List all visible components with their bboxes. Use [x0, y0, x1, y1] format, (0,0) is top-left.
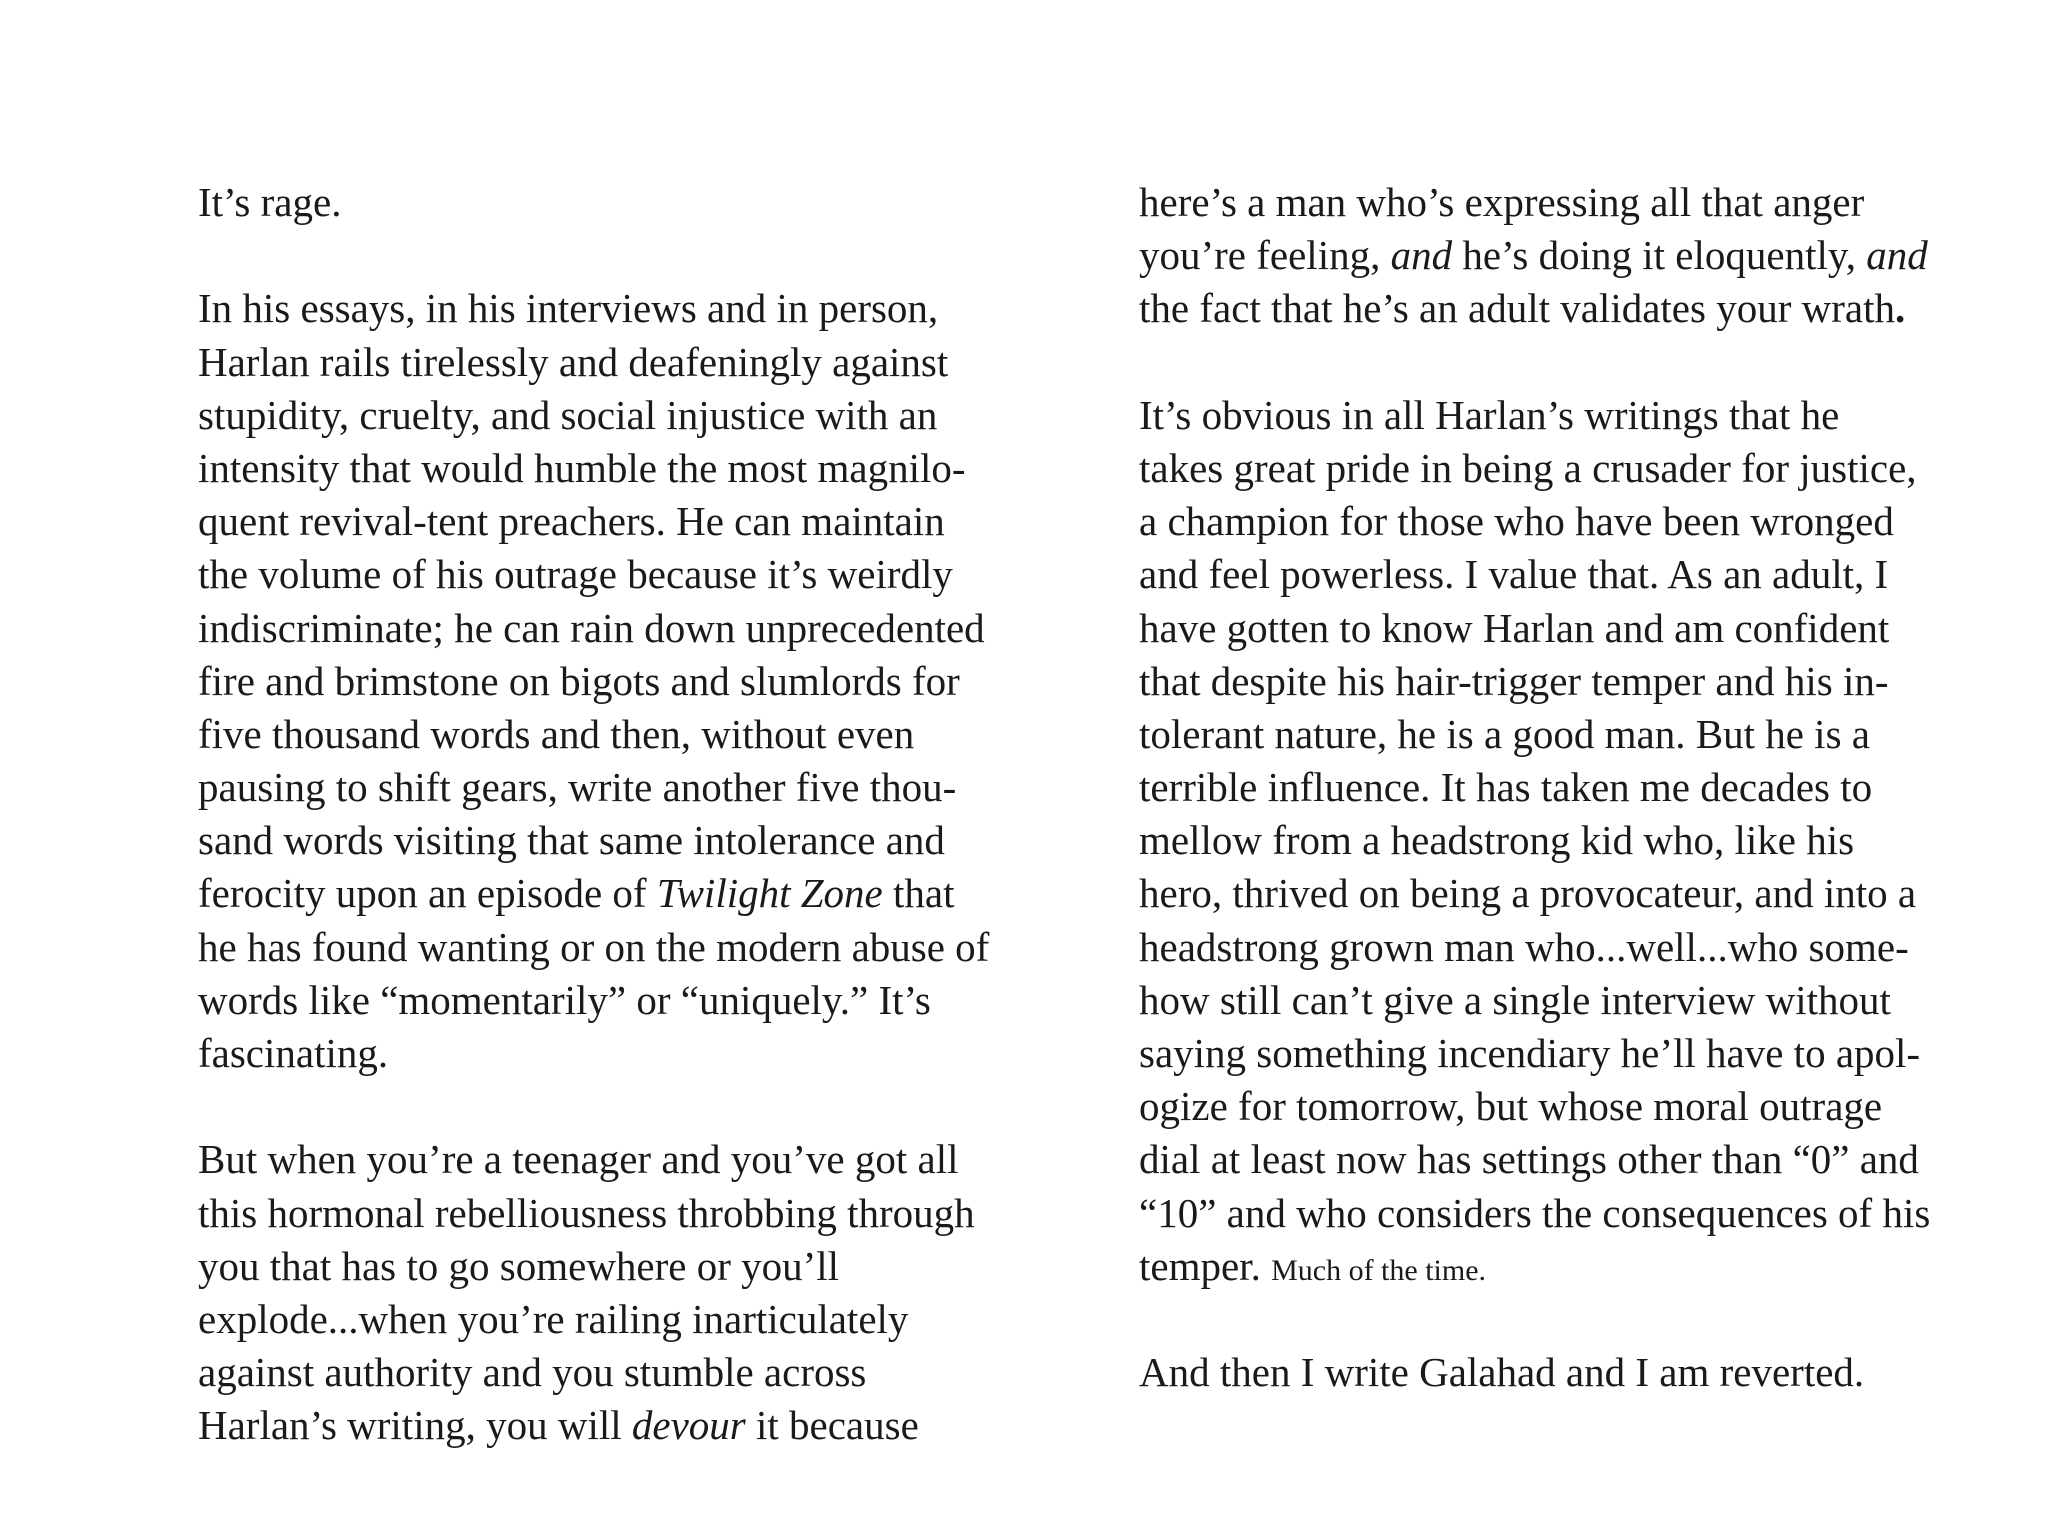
- text-line: takes great pride in being a crusader for justice,: [1139, 444, 1917, 491]
- italic-title: Twilight Zone: [656, 870, 883, 917]
- text-line: words like “momentarily” or “uniquely.” It’s: [198, 976, 931, 1023]
- text-line: five thousand words and then, without even: [198, 710, 915, 757]
- text-line: hero, thrived on being a provocateur, and into a: [1139, 870, 1917, 917]
- text-line: headstrong grown man who...well...who some-: [1139, 923, 1909, 970]
- text-run: ferocity upon an episode of: [198, 870, 657, 917]
- text-line: explode...when you’re railing inarticulately: [198, 1295, 909, 1342]
- text-line: Harlan rails tirelessly and deafeningly against: [198, 338, 949, 385]
- text-line: terrible influence. It has taken me decades to: [1139, 764, 1873, 811]
- text-line: But when you’re a teenager and you’ve got all: [198, 1136, 959, 1183]
- text-line: mellow from a headstrong kid who, like his: [1139, 817, 1855, 864]
- paragraph-gap: [1139, 1293, 2019, 1346]
- italic-emphasis: devour: [631, 1402, 746, 1449]
- text-line: a champion for those who have been wronged: [1139, 498, 1894, 545]
- text-line: you that has to go somewhere or you’ll: [198, 1242, 840, 1289]
- text-line: [198, 867, 1078, 920]
- text-line: intensity that would humble the most magnilo-: [198, 444, 966, 491]
- text-line: “10” and who considers the consequences of his: [1139, 1189, 1931, 1236]
- text-line: And then I write Galahad and I am reverted.: [1139, 1349, 1865, 1396]
- text-line: that despite his hair-trigger temper and his in-: [1139, 657, 1889, 704]
- text-run: Harlan’s writing, you will: [198, 1402, 632, 1449]
- italic-emphasis: and: [1390, 232, 1453, 279]
- bold-period: .: [1894, 285, 1906, 332]
- text-line: In his essays, in his interviews and in person,: [198, 285, 939, 332]
- text-line: fire and brimstone on bigots and slumlords for: [198, 657, 960, 704]
- text-line: indiscriminate; he can rain down unprecedented: [198, 604, 985, 651]
- text-line: against authority and you stumble across: [198, 1349, 867, 1396]
- right-column: [1139, 176, 2019, 1399]
- text-line: tolerant nature, he is a good man. But he is a: [1139, 710, 1870, 757]
- paragraph-gap: [198, 229, 1078, 282]
- text-line: ogize for tomorrow, but whose moral outrage: [1139, 1083, 1883, 1130]
- text-line: [1139, 282, 2019, 335]
- text-line: saying something incendiary he’ll have to apol-: [1139, 1030, 1921, 1076]
- text-line: this hormonal rebelliousness throbbing through: [198, 1189, 975, 1236]
- text-run: it because: [745, 1402, 919, 1449]
- paragraph-gap: [1139, 336, 2019, 389]
- text-run: the fact that he’s an adult validates your wrath: [1139, 285, 1895, 332]
- paragraph-gap: [198, 1080, 1078, 1133]
- text-line: It’s rage.: [198, 179, 342, 225]
- text-line: sand words visiting that same intolerance and: [198, 817, 945, 864]
- text-line: the volume of his outrage because it’s weirdly: [198, 551, 953, 598]
- text-line: pausing to shift gears, write another five thou-: [198, 764, 957, 811]
- text-line: how still can’t give a single interview without: [1139, 976, 1891, 1023]
- text-line: have gotten to know Harlan and am confident: [1139, 604, 1890, 651]
- text-line: [1139, 229, 2019, 282]
- left-column: [198, 176, 1078, 1453]
- text-line: dial at least now has settings other than “0” and: [1139, 1136, 1919, 1183]
- text-line: [1139, 1240, 2019, 1293]
- text-line: and feel powerless. I value that. As an adult, I: [1139, 551, 1889, 598]
- text-line: It’s obvious in all Harlan’s writings that he: [1139, 391, 1840, 438]
- text-run: you’re feeling,: [1139, 232, 1391, 279]
- text-line: [198, 1399, 1078, 1452]
- text-line: fascinating.: [198, 1030, 389, 1076]
- text-line: quent revival-tent preachers. He can maintain: [198, 498, 945, 545]
- small-aside: Much of the time.: [1271, 1253, 1487, 1287]
- text-run: that: [882, 870, 955, 917]
- text-line: stupidity, cruelty, and social injustice with an: [198, 391, 938, 438]
- text-run: he’s doing it eloquently,: [1452, 232, 1867, 279]
- text-line: here’s a man who’s expressing all that anger: [1139, 179, 1865, 225]
- italic-emphasis: and: [1866, 232, 1928, 279]
- text-run: temper.: [1139, 1242, 1272, 1289]
- text-line: he has found wanting or on the modern abuse of: [198, 923, 990, 970]
